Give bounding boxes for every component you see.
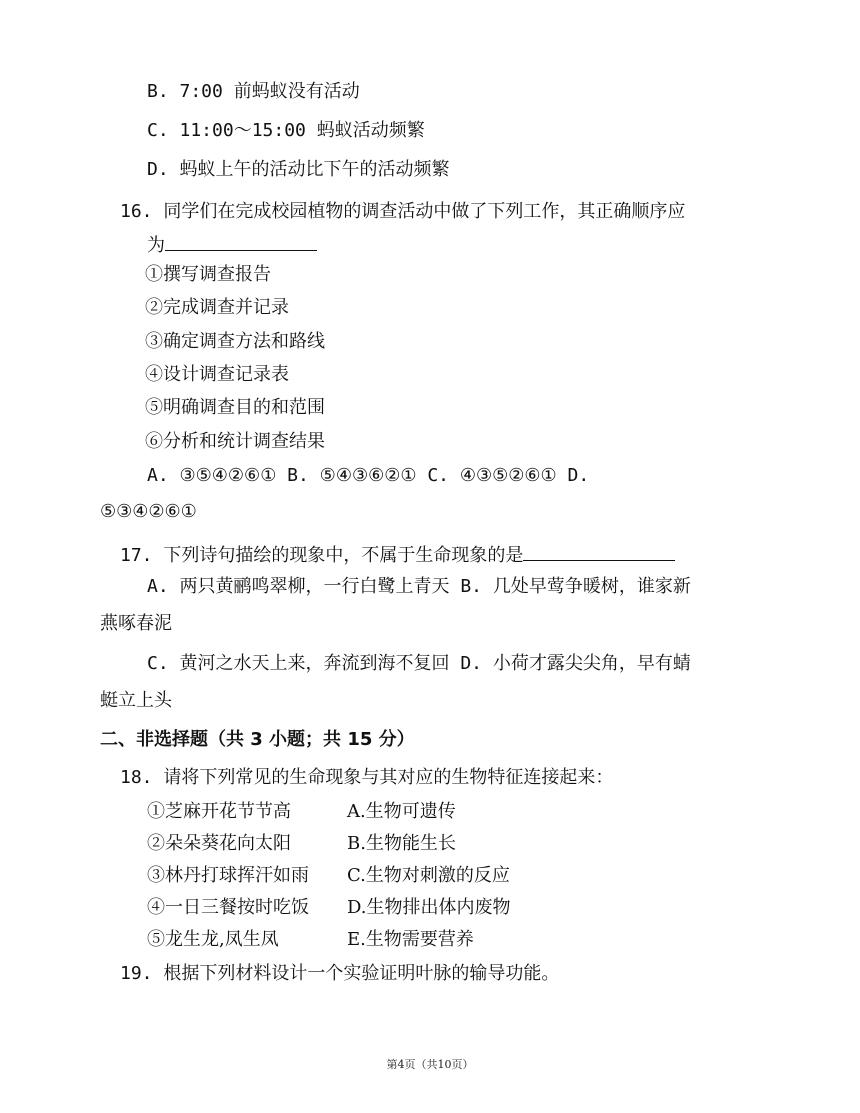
q16-stem-cont [147, 232, 317, 258]
q16-item-1: ①撰写调查报告 [145, 264, 271, 285]
feature-a: A.生物可遗传 [347, 801, 456, 822]
phenomenon-2: ②朵朵葵花向太阳 [147, 833, 291, 854]
q16-stem: 16. 同学们在完成校园植物的调查活动中做了下列工作，其正确顺序应 [120, 201, 686, 222]
phenomenon-5: ⑤龙生龙,凤生凤 [147, 929, 279, 950]
q15-option-c: C. 11:00～15:00 蚂蚁活动频繁 [147, 120, 425, 141]
q16-item-3: ③确定调查方法和路线 [145, 331, 325, 352]
q17-options-ab-cont: 燕啄春泥 [100, 613, 172, 634]
q16-item-6: ⑥分析和统计调查结果 [145, 431, 325, 452]
feature-c: C.生物对刺激的反应 [347, 865, 510, 886]
phenomenon-4: ④一日三餐按时吃饭 [147, 897, 309, 918]
q17-options-cd: C. 黄河之水天上来，奔流到海不复回 D. 小荷才露尖尖角，早有蜻 [147, 653, 691, 674]
feature-b: B.生物能生长 [347, 833, 456, 854]
q17-options-ab: A. 两只黄鹂鸣翠柳，一行白鹭上青天 B. 几处早莺争暖树，谁家新 [147, 576, 691, 597]
q15-option-d: D. 蚂蚁上午的活动比下午的活动频繁 [147, 159, 450, 180]
q19-stem: 19. 根据下列材料设计一个实验证明叶脉的输导功能。 [120, 963, 560, 984]
answer-blank [165, 232, 317, 251]
answer-blank [523, 542, 675, 561]
section-title: 二、非选择题（共 3 小题；共 15 分） [100, 729, 415, 750]
q17-stem: 17. 下列诗句描绘的现象中，不属于生命现象的是 [120, 545, 524, 566]
q16-options-cont: ⑤③④②⑥① [100, 501, 197, 522]
q16-item-4: ④设计调查记录表 [145, 364, 289, 385]
phenomenon-3: ③林丹打球挥汗如雨 [147, 865, 309, 886]
q17-stem-line [120, 542, 675, 568]
q16-options: A. ③⑤④②⑥① B. ⑤④③⑥②① C. ④③⑤②⑥① D. [147, 465, 590, 486]
q15-option-b: B. 7:00 前蚂蚁没有活动 [147, 81, 360, 102]
q16-item-2: ②完成调查并记录 [145, 297, 289, 318]
q16-item-5: ⑤明确调查目的和范围 [145, 397, 325, 418]
feature-d: D.生物排出体内废物 [347, 897, 511, 918]
phenomenon-1: ①芝麻开花节节高 [147, 801, 291, 822]
q17-options-cd-cont: 蜓立上头 [100, 690, 172, 711]
feature-e: E.生物需要营养 [347, 929, 474, 950]
q16-stem-line2: 为 [147, 235, 165, 256]
q18-stem: 18. 请将下列常见的生命现象与其对应的生物特征连接起来： [120, 767, 614, 788]
page-number: 第4页（共10页） [386, 1058, 474, 1071]
